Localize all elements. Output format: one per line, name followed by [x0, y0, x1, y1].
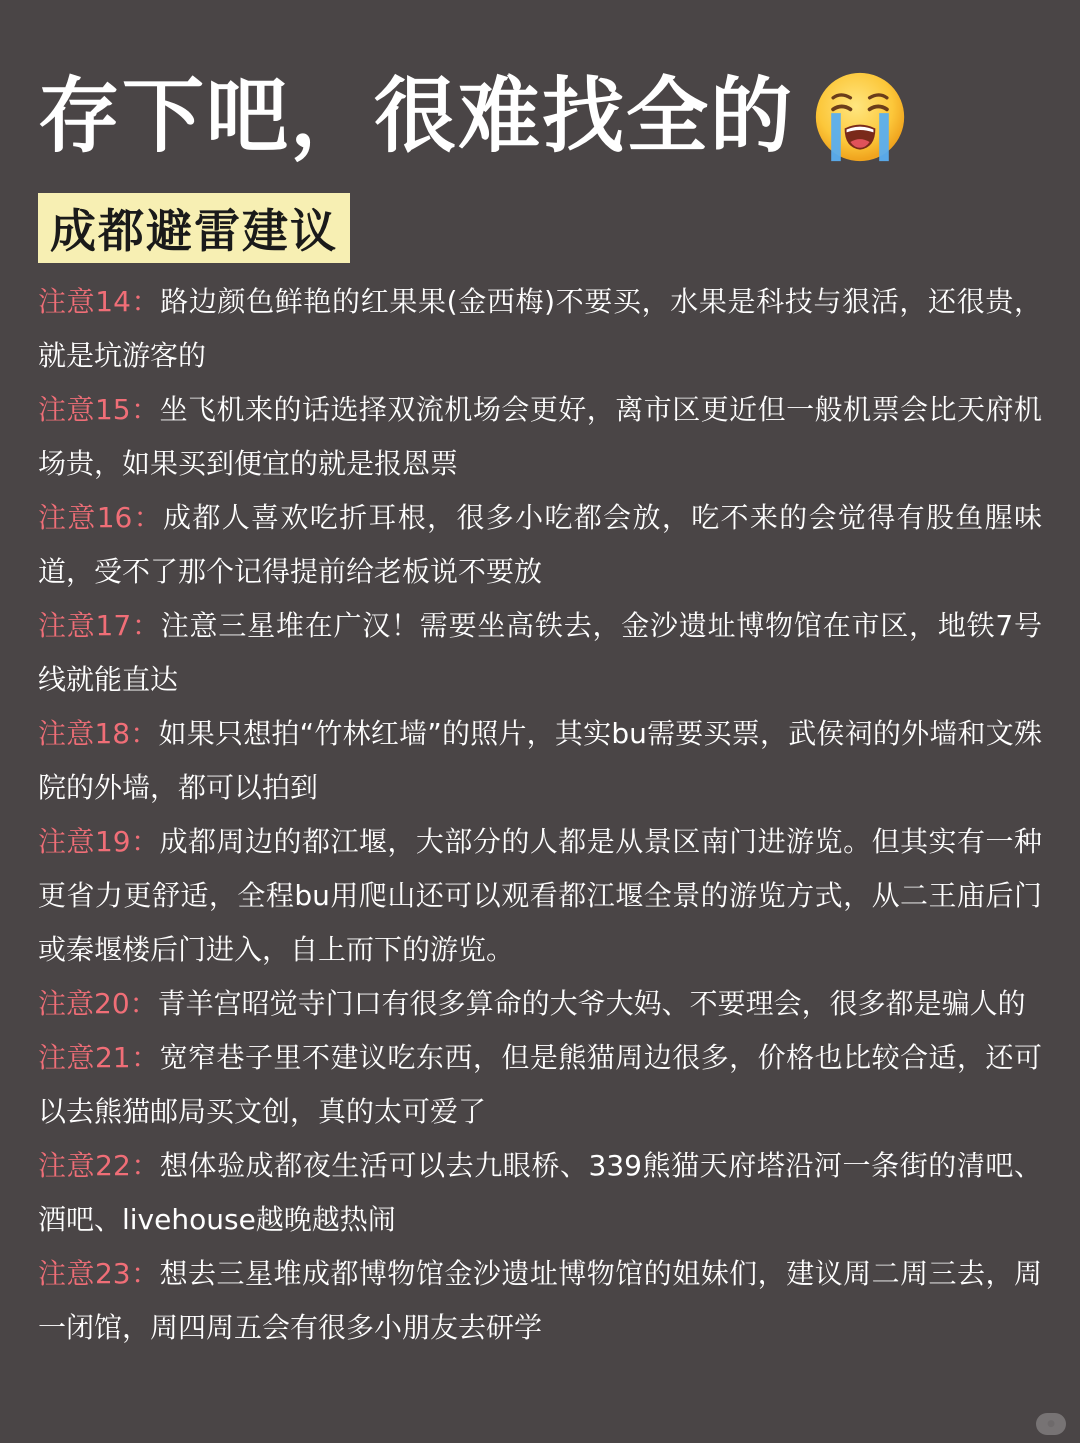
tip-item: [38, 707, 1042, 815]
tip-label: 注意15：: [38, 393, 160, 426]
tip-text: 宽窄巷子里不建议吃东西，但是熊猫周边很多，价格也比较合适，还可以去熊猫邮局买文创，真的太可爱了: [38, 1041, 1042, 1128]
tip-item: [38, 1139, 1042, 1247]
page-title: 存下吧，很难找全的: [38, 69, 795, 164]
tip-item: [38, 1247, 1042, 1355]
tip-label: 注意21：: [38, 1041, 160, 1074]
tip-item: [38, 383, 1042, 491]
tip-text: 路边颜色鲜艳的红果果(金西梅)不要买，水果是科技与狠活，还很贵，就是坑游客的: [38, 285, 1042, 372]
tip-text: 成都周边的都江堰，大部分的人都是从景区南门进游览。但其实有一种更省力更舒适，全程bu用爬山还可以观看都江堰全景的游览方式，从二王庙后门或秦堰楼后门进入，自上而下的游览。: [38, 825, 1042, 966]
tip-label: 注意23：: [38, 1257, 160, 1290]
tip-text: 想体验成都夜生活可以去九眼桥、339熊猫天府塔沿河一条街的清吧、酒吧、livehouse越晚越热闹: [38, 1149, 1042, 1236]
tip-text: 注意三星堆在广汉！需要坐高铁去，金沙遗址博物馆在市区，地铁7号线就能直达: [38, 609, 1042, 696]
tip-item: [38, 1031, 1042, 1139]
tip-text: 成都人喜欢吃折耳根，很多小吃都会放，吃不来的会觉得有股鱼腥味道，受不了那个记得提前给老板说不要放: [38, 501, 1042, 588]
tip-text: 青羊宫昭觉寺门口有很多算命的大爷大妈、不要理会，很多都是骗人的: [157, 987, 1026, 1020]
subtitle: 成都避雷建议: [50, 204, 338, 258]
tip-item: [38, 977, 1042, 1031]
watermark-badge: ●: [1036, 1413, 1066, 1435]
tip-label: 注意20：: [38, 987, 158, 1020]
tip-text: 想去三星堆成都博物馆金沙遗址博物馆的姐妹们，建议周二周三去，周一闭馆，周四周五会有很多小朋友去研学: [38, 1257, 1042, 1344]
tips-list: [38, 275, 1042, 1355]
tip-label: 注意16：: [38, 501, 164, 534]
title-row: [38, 62, 908, 172]
tip-item: [38, 815, 1042, 977]
tip-text: 如果只想拍“竹林红墙”的照片，其实bu需要买票，武侯祠的外墙和文殊院的外墙，都可以拍到: [38, 717, 1042, 804]
tip-label: 注意14：: [38, 285, 161, 318]
tip-item: [38, 275, 1042, 383]
tip-label: 注意22：: [38, 1149, 160, 1182]
tip-label: 注意18：: [38, 717, 159, 750]
tip-item: [38, 491, 1042, 599]
loudly-crying-face-icon: [812, 69, 908, 165]
tip-label: 注意19：: [38, 825, 160, 858]
tip-label: 注意17：: [38, 609, 161, 642]
tip-text: 坐飞机来的话选择双流机场会更好，离市区更近但一般机票会比天府机场贵，如果买到便宜的就是报恩票: [38, 393, 1042, 480]
subtitle-banner: [38, 193, 350, 263]
tip-item: [38, 599, 1042, 707]
